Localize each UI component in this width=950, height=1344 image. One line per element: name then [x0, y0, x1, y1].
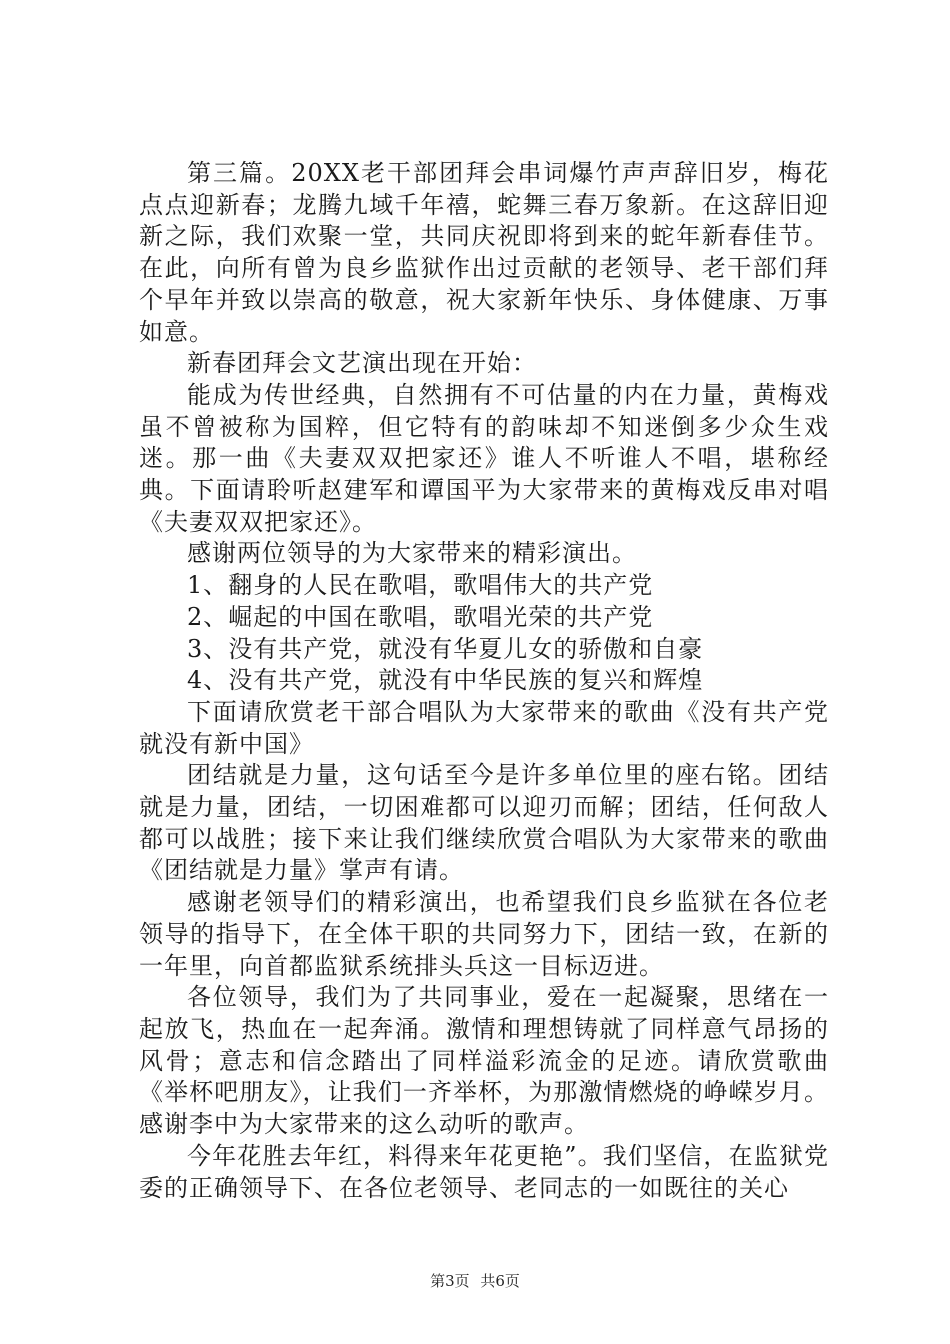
- list-item: 4、没有共产党，就没有中华民族的复兴和辉煌: [187, 666, 704, 695]
- paragraph-chorus: 下面请欣赏老干部合唱队为大家带来的歌曲《没有共产党就没有新中国》: [139, 697, 829, 758]
- page-footer: [0, 1270, 950, 1291]
- paragraph-huangmei: 能成为传世经典，自然拥有不可估量的内在力量，黄梅戏虽不曾被称为国粹，但它特有的韵味却不知迷倒多少众生戏迷。那一曲《夫妻双双把家还》谁人不听谁人不唱，堪称经典。下面请聆听赵建军和谭国平为大家带来的黄梅戏反串对唱《夫妻双双把家还》。: [139, 380, 829, 536]
- paragraph-toast: 各位领导，我们为了共同事业，爱在一起凝聚，思绪在一起放飞，热血在一起奔涌。激情和理想铸就了同样意气昂扬的风骨；意志和信念踏出了同样溢彩流金的足迹。请欣赏歌曲《举杯吧朋友》，让我们一齐举杯，为那激情燃烧的峥嵘岁月。感谢李中为大家带来的这么动听的歌声。: [139, 983, 829, 1139]
- paragraph-opening: 新春团拜会文艺演出现在开始：: [187, 349, 537, 378]
- paragraph-gratitude: 感谢老领导们的精彩演出，也希望我们良乡监狱在各位老领导的指导下，在全体干职的共同努力下，团结一致，在新的一年里，向首都监狱系统排头兵这一目标迈进。: [139, 888, 829, 980]
- page-number: 第3页: [430, 1272, 470, 1290]
- paragraph-thanks: 感谢两位领导的为大家带来的精彩演出。: [187, 539, 637, 568]
- list-item: 3、没有共产党，就没有华夏儿女的骄傲和自豪: [187, 634, 704, 663]
- list-item: 2、崛起的中国在歌唱，歌唱光荣的共产党: [187, 602, 654, 631]
- list-item: 1、翻身的人民在歌唱，歌唱伟大的共产党: [187, 571, 654, 600]
- paragraph-closing: 今年花胜去年红，料得来年花更艳”。我们坚信，在监狱党委的正确领导下、在各位老领导、老同志的一如既往的关心: [139, 1141, 829, 1202]
- page-total: 共6页: [480, 1272, 520, 1290]
- document-body: [139, 158, 829, 1204]
- paragraph-unity: 团结就是力量，这句话至今是许多单位里的座右铭。团结就是力量，团结，一切困难都可以迎刃而解；团结，任何敌人都可以战胜；接下来让我们继续欣赏合唱队为大家带来的歌曲《团结就是力量》掌声有请。: [139, 761, 829, 885]
- paragraph-intro: 第三篇。20XX老干部团拜会串词爆竹声声辞旧岁，梅花点点迎新春；龙腾九域千年禧，蛇舞三春万象新。在这辞旧迎新之际，我们欢聚一堂，共同庆祝即将到来的蛇年新春佳节。在此，向所有曾为良乡监狱作出过贡献的老领导、老干部们拜个早年并致以崇高的敬意，祝大家新年快乐、身体健康、万事如意。: [139, 159, 829, 346]
